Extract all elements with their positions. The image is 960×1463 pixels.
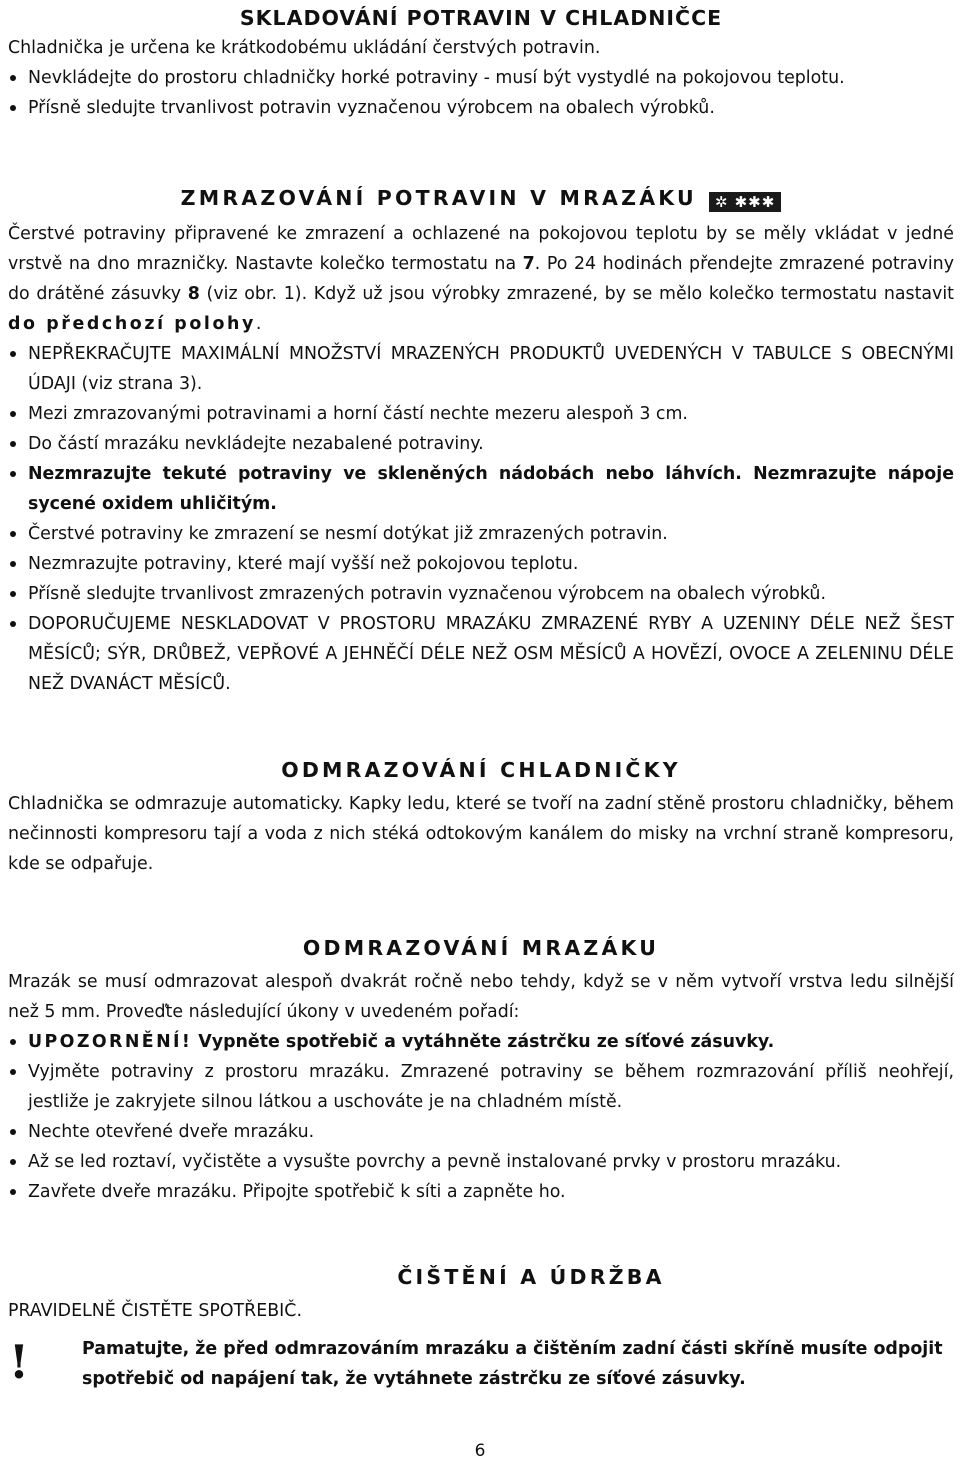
list-item: Nezmrazujte potraviny, které mají vyšší než pokojovou teplotu. (8, 549, 954, 579)
list-item: Až se led roztaví, vyčistěte a vysušte povrchy a pevně instalované prvky v prostoru mrazáku. (8, 1147, 954, 1177)
heading-fridge-storage: SKLADOVÁNÍ POTRAVIN V CHLADNIČCE (239, 6, 723, 30)
heading-freezer-defrost: ODMRAZOVÁNÍ MRAZÁKU (302, 936, 660, 960)
freezer-defrost-text: Mrazák se musí odmrazovat alespoň dvakrát ročně nebo tehdy, když se v něm vytvoří vrstva ledu silnější než 5 mm. Proveďte následující úkony v uvedeném pořadí: (8, 972, 954, 1022)
list-item: Vyjměte potraviny z prostoru mrazáku. Zmrazené potraviny se během rozmrazování příliš neohřejí, jestliže je zakryjete silnou látkou a uschováte je na chladném místě. (8, 1057, 954, 1117)
list-item: Zavřete dveře mrazáku. Připojte spotřebič k síti a zapněte ho. (8, 1177, 954, 1207)
list-item: Nechte otevřené dveře mrazáku. (8, 1117, 954, 1147)
list-item: Čerstvé potraviny ke zmrazení se nesmí dotýkat již zmrazených potravin. (8, 519, 954, 549)
list-item: Mezi zmrazovanými potravinami a horní částí nechte mezeru alespoň 3 cm. (8, 399, 954, 429)
page-number: 6 (474, 1441, 486, 1461)
list-item: DOPORUČUJEME NESKLADOVAT V PROSTORU MRAZÁKU ZMRAZENÉ RYBY A UZENINY DÉLE NEŽ ŠEST MĚSÍCŮ; SÝR, DRŮBEŽ, VEPŘOVÉ A JEHNĚČÍ DÉLE NEŽ OSM MĚSÍCŮ A HOVĚZÍ, OVOCE A ZELENINU DÉLE NEŽ DVANÁCT MĚSÍCŮ. (8, 609, 954, 699)
section-fridge-storage (8, 3, 954, 123)
list-item: Do částí mrazáku nevkládejte nezabalené potraviny. (8, 429, 954, 459)
freezing-list (8, 339, 954, 699)
heading-fridge-defrost: ODMRAZOVÁNÍ CHLADNIČKY (281, 758, 681, 782)
section-fridge-defrost (8, 755, 954, 879)
warning-label: UPOZORNĚNÍ! (28, 1032, 193, 1052)
cleaning-warning: Pamatujte, že před odmrazováním mrazáku a čištěním zadní části skříně musíte odpojit spotřebič od napájení tak, že vytáhnete zástrčku ze síťové zásuvky. (82, 1339, 943, 1389)
heading-freezing-text: ZMRAZOVÁNÍ POTRAVIN V MRAZÁKU (180, 186, 697, 210)
freezing-text-c: . Po 24 hodinách přendejte zmrazené potraviny do drátěné zásuvky (8, 254, 954, 304)
fridge-defrost-text: Chladnička se odmrazuje automaticky. Kapky ledu, které se tvoří na zadní stěně prostoru chladničky, během nečinnosti kompresoru tají a voda z nich stéká odtokovým kanálem do misky na vrchní straně kompresoru, kde se odpařuje. (8, 794, 954, 874)
freezer-defrost-list (8, 1027, 954, 1207)
list-item: NEPŘEKRAČUJTE MAXIMÁLNÍ MNOŽSTVÍ MRAZENÝCH PRODUKTŮ UVEDENÝCH V TABULCE S OBECNÝMI ÚDAJI (viz strana 3). (8, 339, 954, 399)
fridge-intro: Chladnička je určena ke krátkodobému ukládání čerstvých potravin. (8, 38, 601, 58)
fridge-list (8, 63, 954, 123)
drawer-number: 8 (187, 284, 200, 304)
list-item-bold: Nezmrazujte tekuté potraviny ve skleněných nádobách nebo láhvích. Nezmrazujte nápoje sycené oxidem uhličitým. (8, 459, 954, 519)
freezing-text-g: . (255, 314, 262, 334)
star-rating-icon: ✲ ✱✱✱ (709, 192, 782, 212)
list-item: Přísně sledujte trvanlivost potravin vyznačenou výrobcem na obalech výrobků. (8, 93, 954, 123)
thermostat-setting: 7 (522, 254, 535, 274)
list-item-warning (8, 1027, 954, 1057)
section-cleaning (8, 1262, 954, 1326)
section-freezing (8, 183, 954, 699)
list-item: Nevkládejte do prostoru chladničky horké potraviny - musí být vystydlé na pokojovou teplotu. (8, 63, 954, 93)
cleaning-intro: PRAVIDELNĚ ČISTĚTE SPOTŘEBIČ. (8, 1301, 302, 1321)
list-item: Přísně sledujte trvanlivost zmrazených potravin vyznačenou výrobcem na obalech výrobků. (8, 579, 954, 609)
warning-text: Vypněte spotřebič a vytáhněte zástrčku ze síťové zásuvky. (192, 1032, 775, 1052)
heading-freezing (8, 183, 954, 213)
freezing-paragraph (8, 219, 954, 339)
exclamation-icon: ! (8, 1335, 30, 1389)
freezing-text-a: Čerstvé potraviny připravené ke zmrazení a ochlazené na pokojovou teplotu by se měly vkládat v jedné vrstvě na dno mrazničky. Nastavte kolečko termostatu na (8, 224, 954, 274)
section-freezer-defrost (8, 933, 954, 1207)
previous-position: do předchozí polohy (8, 314, 256, 334)
heading-cleaning: ČIŠTĚNÍ A ÚDRŽBA (397, 1265, 665, 1289)
freezing-text-e: (viz obr. 1). Když už jsou výrobky zmrazené, by se mělo kolečko termostatu nastavit (199, 284, 954, 304)
